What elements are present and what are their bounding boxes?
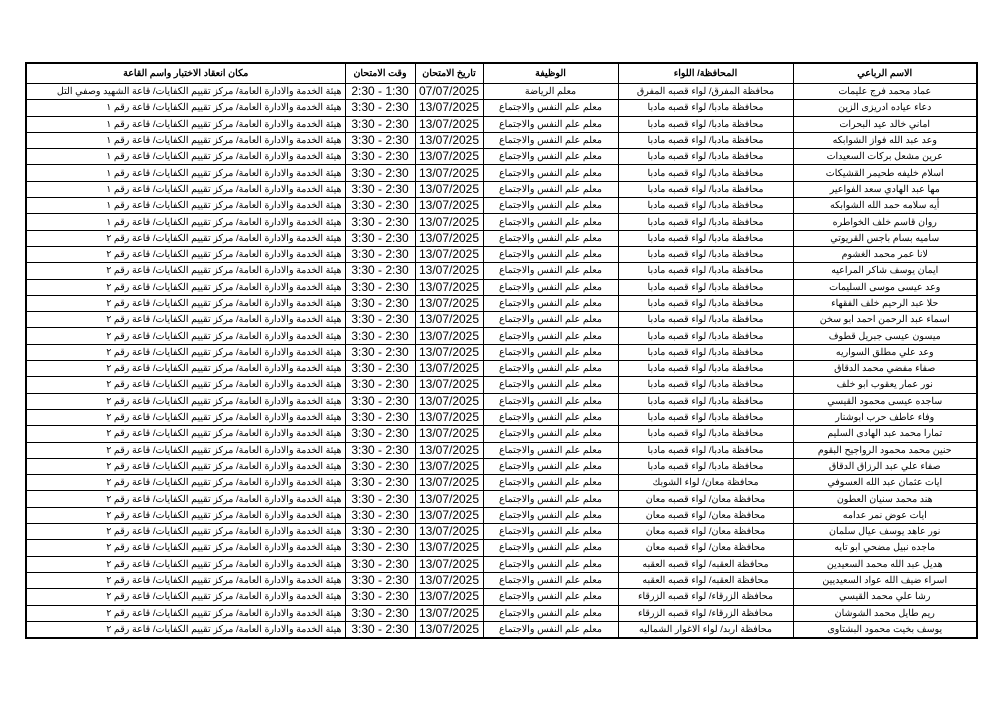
location-cell: هيئة الخدمة والادارة العامة/ مركز تقييم الكفايات/ قاعة رقم ١ (26, 165, 345, 181)
table-row (26, 572, 977, 588)
governorate-cell: محافظة مادبا/ لواء قصبه مادبا (618, 263, 793, 279)
time-cell: 3:30 - 2:30 (345, 198, 415, 214)
date-cell: 13/07/2025 (415, 377, 483, 393)
governorate-cell: محافظة العقبه/ لواء قصبه العقبه (618, 572, 793, 588)
governorate-cell: محافظة مادبا/ لواء قصبه مادبا (618, 442, 793, 458)
governorate-cell: محافظة معان/ لواء قصبه معان (618, 507, 793, 523)
time-cell: 3:30 - 2:30 (345, 377, 415, 393)
name-cell: تمارا محمد عبد الهادى السليم (793, 426, 977, 442)
job-cell: معلم الرياضة (483, 84, 618, 100)
time-cell: 3:30 - 2:30 (345, 279, 415, 295)
governorate-cell: محافظة مادبا/ لواء قصبه مادبا (618, 312, 793, 328)
governorate-cell: محافظة مادبا/ لواء قصبه مادبا (618, 149, 793, 165)
job-cell: معلم علم النفس والاجتماع (483, 377, 618, 393)
date-cell: 13/07/2025 (415, 246, 483, 262)
time-cell: 3:30 - 2:30 (345, 475, 415, 491)
location-cell: هيئة الخدمة والادارة العامة/ مركز تقييم الكفايات/ قاعة رقم ٢ (26, 279, 345, 295)
job-cell: معلم علم النفس والاجتماع (483, 426, 618, 442)
date-cell: 13/07/2025 (415, 328, 483, 344)
location-cell: هيئة الخدمة والادارة العامة/ مركز تقييم الكفايات/ قاعة رقم ٢ (26, 524, 345, 540)
governorate-cell: محافظة مادبا/ لواء قصبه مادبا (618, 165, 793, 181)
name-cell: اسلام خليفه طحيمر القشيكات (793, 165, 977, 181)
governorate-cell: محافظة مادبا/ لواء قصبه مادبا (618, 198, 793, 214)
name-cell: روان قاسم خلف الخواطره (793, 214, 977, 230)
location-cell: هيئة الخدمة والادارة العامة/ مركز تقييم الكفايات/ قاعة رقم ١ (26, 116, 345, 132)
name-cell: ايات عثمان عبد الله العسوفي (793, 475, 977, 491)
name-cell: ميسون عيسى جبريل قطوف (793, 328, 977, 344)
table-row (26, 295, 977, 311)
header-name: الاسم الرباعي (793, 63, 977, 84)
location-cell: هيئة الخدمة والادارة العامة/ مركز تقييم الكفايات/ قاعة رقم ٢ (26, 540, 345, 556)
location-cell: هيئة الخدمة والادارة العامة/ مركز تقييم الكفايات/ قاعة الشهيد وصفي التل (26, 84, 345, 100)
time-cell: 3:30 - 2:30 (345, 361, 415, 377)
location-cell: هيئة الخدمة والادارة العامة/ مركز تقييم الكفايات/ قاعة رقم ٢ (26, 621, 345, 638)
time-cell: 3:30 - 2:30 (345, 556, 415, 572)
governorate-cell: محافظة مادبا/ لواء قصبه مادبا (618, 279, 793, 295)
table-row (26, 132, 977, 148)
governorate-cell: محافظة مادبا/ لواء قصبه مادبا (618, 409, 793, 425)
table-row (26, 475, 977, 491)
table-row (26, 540, 977, 556)
job-cell: معلم علم النفس والاجتماع (483, 328, 618, 344)
governorate-cell: محافظة الزرقاء/ لواء قصبه الزرقاء (618, 589, 793, 605)
name-cell: حنين محمد محمود الرواجيح البقوم (793, 442, 977, 458)
location-cell: هيئة الخدمة والادارة العامة/ مركز تقييم الكفايات/ قاعة رقم ٢ (26, 312, 345, 328)
name-cell: عماد محمد فرج عليمات (793, 84, 977, 100)
header-governorate: المحافظة/ اللواء (618, 63, 793, 84)
location-cell: هيئة الخدمة والادارة العامة/ مركز تقييم الكفايات/ قاعة رقم ١ (26, 181, 345, 197)
governorate-cell: محافظة مادبا/ لواء قصبه مادبا (618, 116, 793, 132)
name-cell: هند محمد سنيان العطون (793, 491, 977, 507)
governorate-cell: محافظة مادبا/ لواء قصبه مادبا (618, 100, 793, 116)
table-row (26, 230, 977, 246)
table-row (26, 556, 977, 572)
time-cell: 3:30 - 2:30 (345, 181, 415, 197)
name-cell: اماني خالد عيد البحرات (793, 116, 977, 132)
name-cell: ساجده عيسى محمود القيسي (793, 393, 977, 409)
job-cell: معلم علم النفس والاجتماع (483, 572, 618, 588)
location-cell: هيئة الخدمة والادارة العامة/ مركز تقييم الكفايات/ قاعة رقم ١ (26, 198, 345, 214)
job-cell: معلم علم النفس والاجتماع (483, 361, 618, 377)
governorate-cell: محافظة معان/ لواء قصبه معان (618, 540, 793, 556)
table-row (26, 181, 977, 197)
governorate-cell: محافظة مادبا/ لواء قصبه مادبا (618, 393, 793, 409)
time-cell: 3:30 - 2:30 (345, 214, 415, 230)
location-cell: هيئة الخدمة والادارة العامة/ مركز تقييم الكفايات/ قاعة رقم ٢ (26, 263, 345, 279)
name-cell: ايمان يوسف شاكر المراعيه (793, 263, 977, 279)
name-cell: صفاء مفضي محمد الدقاق (793, 361, 977, 377)
job-cell: معلم علم النفس والاجتماع (483, 621, 618, 638)
date-cell: 13/07/2025 (415, 279, 483, 295)
date-cell: 13/07/2025 (415, 491, 483, 507)
governorate-cell: محافظة مادبا/ لواء قصبه مادبا (618, 426, 793, 442)
header-time: وقت الامتحان (345, 63, 415, 84)
table-row (26, 116, 977, 132)
date-cell: 13/07/2025 (415, 589, 483, 605)
time-cell: 3:30 - 2:30 (345, 409, 415, 425)
name-cell: حلا عبد الرحيم خلف الفقهاء (793, 295, 977, 311)
date-cell: 13/07/2025 (415, 605, 483, 621)
name-cell: وعد عيسى موسى السليمات (793, 279, 977, 295)
job-cell: معلم علم النفس والاجتماع (483, 344, 618, 360)
job-cell: معلم علم النفس والاجتماع (483, 165, 618, 181)
job-cell: معلم علم النفس والاجتماع (483, 540, 618, 556)
date-cell: 13/07/2025 (415, 475, 483, 491)
header-date: تاريخ الامتحان (415, 63, 483, 84)
name-cell: عرين مشعل بركات السعيدات (793, 149, 977, 165)
location-cell: هيئة الخدمة والادارة العامة/ مركز تقييم الكفايات/ قاعة رقم ٢ (26, 295, 345, 311)
table-row (26, 605, 977, 621)
date-cell: 13/07/2025 (415, 116, 483, 132)
time-cell: 3:30 - 2:30 (345, 621, 415, 638)
job-cell: معلم علم النفس والاجتماع (483, 556, 618, 572)
time-cell: 3:30 - 2:30 (345, 246, 415, 262)
date-cell: 13/07/2025 (415, 230, 483, 246)
header-job: الوظيفة (483, 63, 618, 84)
table-row (26, 442, 977, 458)
date-cell: 13/07/2025 (415, 621, 483, 638)
name-cell: صفاء علي عبد الرزاق الدقاق (793, 458, 977, 474)
time-cell: 3:30 - 2:30 (345, 589, 415, 605)
name-cell: ايات عوض نمر عدامه (793, 507, 977, 523)
job-cell: معلم علم النفس والاجتماع (483, 409, 618, 425)
table-row (26, 589, 977, 605)
name-cell: مها عبد الهادي سعد الفواعير (793, 181, 977, 197)
location-cell: هيئة الخدمة والادارة العامة/ مركز تقييم الكفايات/ قاعة رقم ٢ (26, 475, 345, 491)
job-cell: معلم علم النفس والاجتماع (483, 393, 618, 409)
name-cell: دعاء عياده ادريزى الزين (793, 100, 977, 116)
date-cell: 13/07/2025 (415, 312, 483, 328)
location-cell: هيئة الخدمة والادارة العامة/ مركز تقييم الكفايات/ قاعة رقم ٢ (26, 377, 345, 393)
governorate-cell: محافظة اربد/ لواء الاغوار الشماليه (618, 621, 793, 638)
date-cell: 13/07/2025 (415, 556, 483, 572)
location-cell: هيئة الخدمة والادارة العامة/ مركز تقييم الكفايات/ قاعة رقم ٢ (26, 442, 345, 458)
date-cell: 13/07/2025 (415, 458, 483, 474)
table-row (26, 100, 977, 116)
governorate-cell: محافظة معان/ لواء الشوبك (618, 475, 793, 491)
time-cell: 3:30 - 2:30 (345, 442, 415, 458)
date-cell: 13/07/2025 (415, 361, 483, 377)
job-cell: معلم علم النفس والاجتماع (483, 442, 618, 458)
name-cell: أيه سلامه حمد الله الشوابكه (793, 198, 977, 214)
table-row (26, 165, 977, 181)
time-cell: 3:30 - 2:30 (345, 132, 415, 148)
location-cell: هيئة الخدمة والادارة العامة/ مركز تقييم الكفايات/ قاعة رقم ٢ (26, 572, 345, 588)
time-cell: 3:30 - 2:30 (345, 393, 415, 409)
table-row (26, 312, 977, 328)
location-cell: هيئة الخدمة والادارة العامة/ مركز تقييم الكفايات/ قاعة رقم ٢ (26, 426, 345, 442)
table-row (26, 344, 977, 360)
table-row (26, 491, 977, 507)
time-cell: 3:30 - 2:30 (345, 100, 415, 116)
table-row (26, 393, 977, 409)
table-row (26, 377, 977, 393)
time-cell: 3:30 - 2:30 (345, 458, 415, 474)
table-row (26, 458, 977, 474)
name-cell: لانا عمر محمد الغشوم (793, 246, 977, 262)
location-cell: هيئة الخدمة والادارة العامة/ مركز تقييم الكفايات/ قاعة رقم ١ (26, 214, 345, 230)
table-row (26, 426, 977, 442)
name-cell: ماجده نبيل مضحي ابو تايه (793, 540, 977, 556)
date-cell: 13/07/2025 (415, 181, 483, 197)
date-cell: 13/07/2025 (415, 149, 483, 165)
governorate-cell: محافظة مادبا/ لواء قصبه مادبا (618, 377, 793, 393)
table-row (26, 263, 977, 279)
date-cell: 13/07/2025 (415, 442, 483, 458)
job-cell: معلم علم النفس والاجتماع (483, 149, 618, 165)
governorate-cell: محافظة مادبا/ لواء قصبه مادبا (618, 230, 793, 246)
governorate-cell: محافظة العقبه/ لواء قصبه العقبه (618, 556, 793, 572)
job-cell: معلم علم النفس والاجتماع (483, 246, 618, 262)
governorate-cell: محافظة معان/ لواء قصبه معان (618, 524, 793, 540)
governorate-cell: محافظة مادبا/ لواء قصبه مادبا (618, 181, 793, 197)
governorate-cell: محافظة مادبا/ لواء قصبه مادبا (618, 295, 793, 311)
table-row (26, 507, 977, 523)
time-cell: 2:30 - 1:30 (345, 84, 415, 100)
date-cell: 13/07/2025 (415, 572, 483, 588)
governorate-cell: محافظة مادبا/ لواء قصبه مادبا (618, 458, 793, 474)
name-cell: وعد عبد الله فواز الشوابكه (793, 132, 977, 148)
date-cell: 13/07/2025 (415, 393, 483, 409)
job-cell: معلم علم النفس والاجتماع (483, 458, 618, 474)
table-row (26, 149, 977, 165)
table-row (26, 328, 977, 344)
time-cell: 3:30 - 2:30 (345, 312, 415, 328)
name-cell: اسماء عبد الرحمن احمد ابو سخن (793, 312, 977, 328)
governorate-cell: محافظة مادبا/ لواء قصبه مادبا (618, 214, 793, 230)
job-cell: معلم علم النفس والاجتماع (483, 475, 618, 491)
location-cell: هيئة الخدمة والادارة العامة/ مركز تقييم الكفايات/ قاعة رقم ٢ (26, 409, 345, 425)
table-row (26, 279, 977, 295)
job-cell: معلم علم النفس والاجتماع (483, 230, 618, 246)
date-cell: 13/07/2025 (415, 344, 483, 360)
location-cell: هيئة الخدمة والادارة العامة/ مركز تقييم الكفايات/ قاعة رقم ١ (26, 100, 345, 116)
date-cell: 07/07/2025 (415, 84, 483, 100)
job-cell: معلم علم النفس والاجتماع (483, 214, 618, 230)
name-cell: هديل عبد الله محمد السعيدين (793, 556, 977, 572)
name-cell: ريم طايل محمد الشوشان (793, 605, 977, 621)
exam-schedule-table (25, 62, 978, 639)
location-cell: هيئة الخدمة والادارة العامة/ مركز تقييم الكفايات/ قاعة رقم ٢ (26, 344, 345, 360)
name-cell: وفاء عاطف حرب ابوشنار (793, 409, 977, 425)
date-cell: 13/07/2025 (415, 214, 483, 230)
date-cell: 13/07/2025 (415, 198, 483, 214)
date-cell: 13/07/2025 (415, 132, 483, 148)
job-cell: معلم علم النفس والاجتماع (483, 181, 618, 197)
time-cell: 3:30 - 2:30 (345, 426, 415, 442)
table-row (26, 621, 977, 638)
location-cell: هيئة الخدمة والادارة العامة/ مركز تقييم الكفايات/ قاعة رقم ٢ (26, 393, 345, 409)
name-cell: اسراء ضيف الله عواد السعيديين (793, 572, 977, 588)
location-cell: هيئة الخدمة والادارة العامة/ مركز تقييم الكفايات/ قاعة رقم ٢ (26, 556, 345, 572)
name-cell: وعد علي مطلق السواريه (793, 344, 977, 360)
governorate-cell: محافظة معان/ لواء قصبه معان (618, 491, 793, 507)
date-cell: 13/07/2025 (415, 426, 483, 442)
date-cell: 13/07/2025 (415, 507, 483, 523)
table-row (26, 214, 977, 230)
time-cell: 3:30 - 2:30 (345, 149, 415, 165)
job-cell: معلم علم النفس والاجتماع (483, 116, 618, 132)
location-cell: هيئة الخدمة والادارة العامة/ مركز تقييم الكفايات/ قاعة رقم ٢ (26, 589, 345, 605)
time-cell: 3:30 - 2:30 (345, 328, 415, 344)
table-row (26, 198, 977, 214)
table-row (26, 84, 977, 100)
header-location: مكان انعقاد الاختبار واسم القاعة (26, 63, 345, 84)
job-cell: معلم علم النفس والاجتماع (483, 100, 618, 116)
header-row (26, 63, 977, 84)
table-row (26, 361, 977, 377)
time-cell: 3:30 - 2:30 (345, 491, 415, 507)
date-cell: 13/07/2025 (415, 524, 483, 540)
name-cell: ساميه بسام باجس القريوتي (793, 230, 977, 246)
job-cell: معلم علم النفس والاجتماع (483, 198, 618, 214)
location-cell: هيئة الخدمة والادارة العامة/ مركز تقييم الكفايات/ قاعة رقم ٢ (26, 605, 345, 621)
governorate-cell: محافظة مادبا/ لواء قصبه مادبا (618, 328, 793, 344)
job-cell: معلم علم النفس والاجتماع (483, 491, 618, 507)
time-cell: 3:30 - 2:30 (345, 295, 415, 311)
time-cell: 3:30 - 2:30 (345, 263, 415, 279)
table-row (26, 524, 977, 540)
name-cell: رشا علي محمد القيسي (793, 589, 977, 605)
time-cell: 3:30 - 2:30 (345, 116, 415, 132)
table-row (26, 246, 977, 262)
job-cell: معلم علم النفس والاجتماع (483, 279, 618, 295)
date-cell: 13/07/2025 (415, 263, 483, 279)
location-cell: هيئة الخدمة والادارة العامة/ مركز تقييم الكفايات/ قاعة رقم ١ (26, 132, 345, 148)
job-cell: معلم علم النفس والاجتماع (483, 312, 618, 328)
job-cell: معلم علم النفس والاجتماع (483, 605, 618, 621)
date-cell: 13/07/2025 (415, 295, 483, 311)
job-cell: معلم علم النفس والاجتماع (483, 589, 618, 605)
time-cell: 3:30 - 2:30 (345, 605, 415, 621)
governorate-cell: محافظة المفرق/ لواء قصبه المفرق (618, 84, 793, 100)
table-row (26, 409, 977, 425)
governorate-cell: محافظة الزرقاء/ لواء قصبه الزرقاء (618, 605, 793, 621)
job-cell: معلم علم النفس والاجتماع (483, 524, 618, 540)
governorate-cell: محافظة مادبا/ لواء قصبه مادبا (618, 344, 793, 360)
name-cell: يوسف بخيت محمود البشتاوى (793, 621, 977, 638)
time-cell: 3:30 - 2:30 (345, 540, 415, 556)
date-cell: 13/07/2025 (415, 409, 483, 425)
job-cell: معلم علم النفس والاجتماع (483, 263, 618, 279)
governorate-cell: محافظة مادبا/ لواء قصبه مادبا (618, 132, 793, 148)
location-cell: هيئة الخدمة والادارة العامة/ مركز تقييم الكفايات/ قاعة رقم ٢ (26, 230, 345, 246)
location-cell: هيئة الخدمة والادارة العامة/ مركز تقييم الكفايات/ قاعة رقم ٢ (26, 361, 345, 377)
job-cell: معلم علم النفس والاجتماع (483, 132, 618, 148)
date-cell: 13/07/2025 (415, 165, 483, 181)
date-cell: 13/07/2025 (415, 540, 483, 556)
location-cell: هيئة الخدمة والادارة العامة/ مركز تقييم الكفايات/ قاعة رقم ٢ (26, 246, 345, 262)
governorate-cell: محافظة مادبا/ لواء قصبه مادبا (618, 246, 793, 262)
name-cell: نور عمار يعقوب ابو خلف (793, 377, 977, 393)
name-cell: نور عاهد يوسف عيال سلمان (793, 524, 977, 540)
time-cell: 3:30 - 2:30 (345, 344, 415, 360)
time-cell: 3:30 - 2:30 (345, 165, 415, 181)
location-cell: هيئة الخدمة والادارة العامة/ مركز تقييم الكفايات/ قاعة رقم ٢ (26, 507, 345, 523)
job-cell: معلم علم النفس والاجتماع (483, 507, 618, 523)
location-cell: هيئة الخدمة والادارة العامة/ مركز تقييم الكفايات/ قاعة رقم ٢ (26, 491, 345, 507)
governorate-cell: محافظة مادبا/ لواء قصبه مادبا (618, 361, 793, 377)
date-cell: 13/07/2025 (415, 100, 483, 116)
time-cell: 3:30 - 2:30 (345, 524, 415, 540)
time-cell: 3:30 - 2:30 (345, 572, 415, 588)
location-cell: هيئة الخدمة والادارة العامة/ مركز تقييم الكفايات/ قاعة رقم ٢ (26, 458, 345, 474)
job-cell: معلم علم النفس والاجتماع (483, 295, 618, 311)
time-cell: 3:30 - 2:30 (345, 230, 415, 246)
time-cell: 3:30 - 2:30 (345, 507, 415, 523)
location-cell: هيئة الخدمة والادارة العامة/ مركز تقييم الكفايات/ قاعة رقم ٢ (26, 328, 345, 344)
location-cell: هيئة الخدمة والادارة العامة/ مركز تقييم الكفايات/ قاعة رقم ١ (26, 149, 345, 165)
